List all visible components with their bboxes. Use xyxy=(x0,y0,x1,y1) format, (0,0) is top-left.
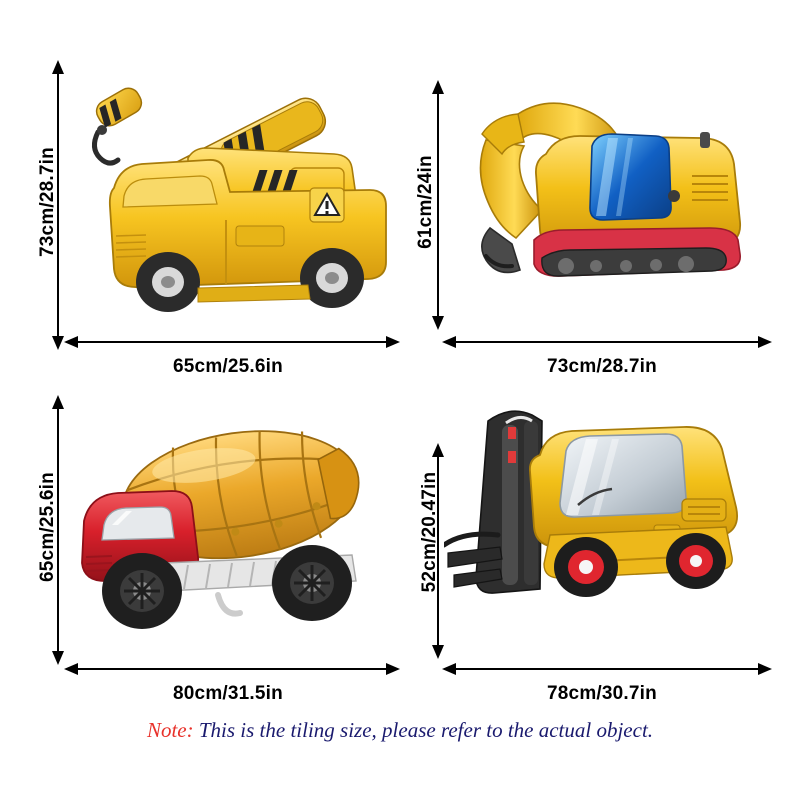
excavator-height-label: 61cm/24in xyxy=(415,155,436,249)
forklift-width-arrow xyxy=(442,657,772,681)
forklift-width-label: 78cm/30.7in xyxy=(547,683,657,704)
product-cell-cement-mixer xyxy=(36,385,400,704)
crane-truck-illustration xyxy=(76,70,396,320)
excavator-width-label: 73cm/28.7in xyxy=(547,356,657,377)
cement-mixer-height-label: 65cm/25.6in xyxy=(37,472,58,582)
note-line xyxy=(0,718,800,743)
crane-truck-width-label: 65cm/25.6in xyxy=(173,356,283,377)
excavator-illustration xyxy=(456,80,766,320)
product-cell-crane-truck xyxy=(36,60,400,377)
cement-mixer-width-arrow xyxy=(64,657,400,681)
forklift-height-label: 52cm/20.47in xyxy=(419,471,440,593)
note-text: This is the tiling size, please refer to the actual object. xyxy=(198,718,654,742)
forklift-illustration xyxy=(444,395,764,645)
crane-truck-width-arrow xyxy=(64,330,400,354)
product-cell-forklift xyxy=(410,385,774,704)
crane-truck-height-label: 73cm/28.7in xyxy=(37,147,58,257)
cement-mixer-illustration xyxy=(68,403,398,653)
excavator-width-arrow xyxy=(442,330,772,354)
cement-mixer-width-label: 80cm/31.5in xyxy=(173,683,283,704)
note-label: Note: xyxy=(146,718,194,742)
product-cell-excavator xyxy=(410,60,774,377)
